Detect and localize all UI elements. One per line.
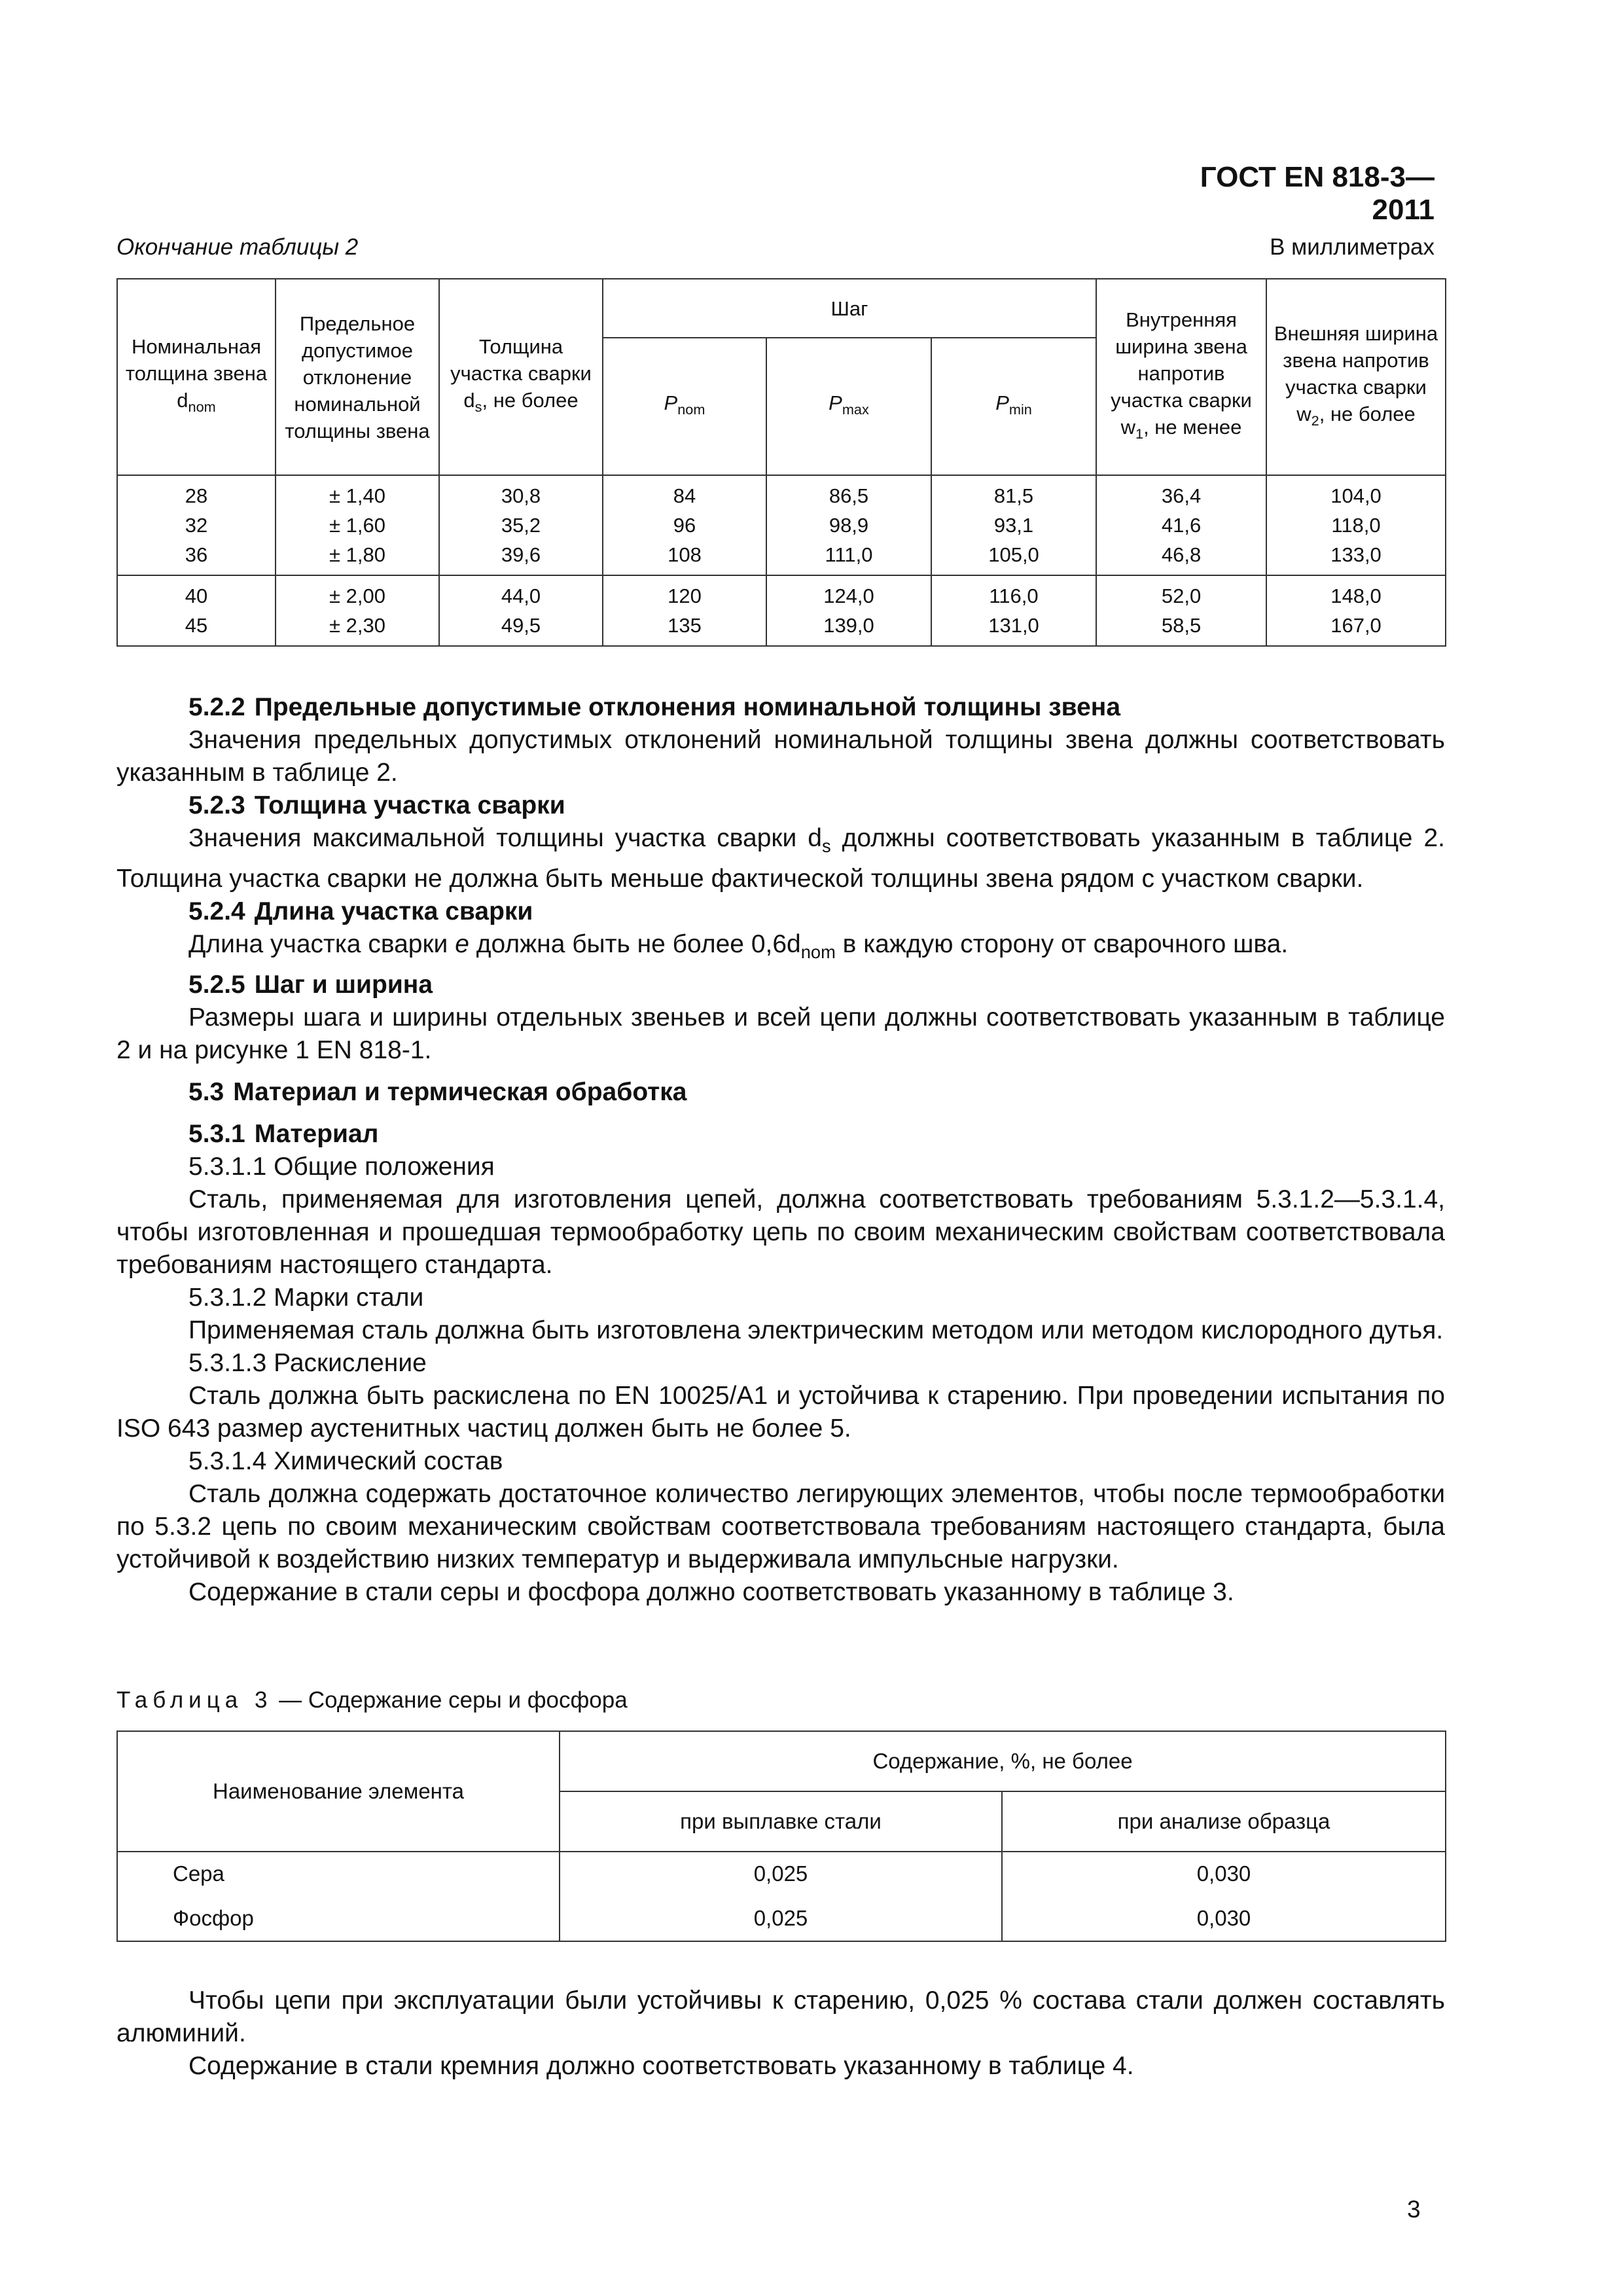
t3-cell: 0,025 <box>560 1852 1002 1896</box>
t3-cell: 0,030 <box>1002 1852 1446 1896</box>
table-row <box>117 1896 1446 1941</box>
t2-header-deviation: Предельное допустимое отклонение номинальной толщины звена <box>276 279 439 475</box>
closing-text <box>116 1984 1445 2083</box>
t2-header-thickness: Номинальная толщина звена $d_{nom}$ <box>117 279 276 475</box>
paragraph: Чтобы цепи при эксплуатации были устойчивы к старению, 0,025 % состава стали должен составлять алюминий. <box>116 1986 1445 2047</box>
t2-cell: 81,5 93,1 105,0 <box>931 475 1096 575</box>
t2-cell: 124,0 139,0 <box>766 575 931 646</box>
heading-5-2-5: 5.2.5 Шаг и ширина <box>188 970 433 999</box>
heading-5-2-4: 5.2.4 Длина участка сварки <box>188 897 533 925</box>
paragraph: Значения максимальной толщины участка сварки $d_s$ должны соответствовать указанным в таблице 2. Толщина участка сварки не должна быть меньше фактической толщины звена рядом с участком сварки. <box>116 824 1445 893</box>
t2-cell: 84 96 108 <box>603 475 766 575</box>
t3-cell: 0,025 <box>560 1896 1002 1941</box>
paragraph: Содержание в стали серы и фосфора должно соответствовать указанному в таблице 3. <box>188 1577 1234 1606</box>
t2-header-pmin: $P_{min}$ <box>931 338 1096 475</box>
t2-cell: 116,0 131,0 <box>931 575 1096 646</box>
paragraph: Значения предельных допустимых отклонений номинальной толщины звена должны соответствовать указанным в таблице 2. <box>116 726 1445 787</box>
subheading-5-3-1-2: 5.3.1.2 Марки стали <box>188 1283 424 1312</box>
subheading-5-3-1-4: 5.3.1.4 Химический состав <box>188 1446 503 1475</box>
paragraph: Длина участка сварки e должна быть не более $0,6d_{nom}$ в каждую сторону от сварочного шва. <box>188 929 1289 962</box>
t2-cell: 104,0 118,0 133,0 <box>1266 475 1446 575</box>
standard-designation: ГОСТ EN 818-3—2011 <box>1200 161 1435 226</box>
body-text <box>116 691 1445 1609</box>
t3-header-element: Наименование элемента <box>117 1731 560 1852</box>
t2-cell: 40 45 <box>117 575 276 646</box>
t2-header-pmax: $P_{max}$ <box>766 338 931 475</box>
t2-cell: 148,0 167,0 <box>1266 575 1446 646</box>
t3-cell: Сера <box>117 1852 560 1896</box>
t2-cell: 120 135 <box>603 575 766 646</box>
t3-cell: Фосфор <box>117 1896 560 1941</box>
t2-cell: 86,5 98,9 111,0 <box>766 475 931 575</box>
t2-header-pnom: $P_{nom}$ <box>603 338 766 475</box>
t2-cell: ± 1,40 ± 1,60 ± 1,80 <box>276 475 439 575</box>
paragraph: Содержание в стали кремния должно соответствовать указанному в таблице 4. <box>188 2052 1134 2080</box>
heading-5-2-3: 5.2.3 Толщина участка сварки <box>188 791 565 819</box>
subheading-5-3-1-1: 5.3.1.1 Общие положения <box>188 1152 495 1181</box>
t2-header-outer-width: Внешняя ширина звена напротив участка сварки $w_2$, не более <box>1266 279 1446 475</box>
t2-cell: 44,0 49,5 <box>439 575 603 646</box>
t2-cell: 30,8 35,2 39,6 <box>439 475 603 575</box>
table2-units: В миллиметрах <box>1270 234 1435 260</box>
table3-caption: Таблица 3 — Содержание серы и фосфора <box>116 1687 628 1713</box>
paragraph: Применяемая сталь должна быть изготовлена электрическим методом или методом кислородного дутья. <box>188 1316 1444 1344</box>
table2-caption: Окончание таблицы 2 <box>116 234 359 260</box>
paragraph: Размеры шага и ширины отдельных звеньев и всей цепи должны соответствовать указанным в таблице 2 и на рисунке 1 EN 818-1. <box>116 1003 1445 1064</box>
t3-header-smelting: при выплавке стали <box>560 1791 1002 1852</box>
t3-cell: 0,030 <box>1002 1896 1446 1941</box>
paragraph: Сталь должна быть раскислена по EN 10025/A1 и устойчива к старению. При проведении испытания по ISO 643 размер аустенитных частиц должен быть не более 5. <box>116 1381 1445 1443</box>
table-row <box>117 1852 1446 1896</box>
t2-cell: 28 32 36 <box>117 475 276 575</box>
paragraph: Сталь, применяемая для изготовления цепей, должна соответствовать требованиям 5.3.1.2—5.3.1.4, чтобы изготовленная и прошедшая термообработку цепь по своим механическим свойствам соответствовала требованиям настоящего стандарта. <box>116 1185 1445 1279</box>
paragraph: Сталь должна содержать достаточное количество легирующих элементов, чтобы после термообработки по 5.3.2 цепь по своим механическим свойствам соответствовала требованиям настоящего стандарта, была устойчивой к воздействию низких температур и выдерживала импульсные нагрузки. <box>116 1479 1445 1573</box>
t3-header-content: Содержание, %, не более <box>560 1731 1446 1791</box>
t2-cell: 52,0 58,5 <box>1096 575 1266 646</box>
t3-header-sample: при анализе образца <box>1002 1791 1446 1852</box>
t2-cell: ± 2,00 ± 2,30 <box>276 575 439 646</box>
table3 <box>116 1731 1446 1942</box>
t2-group-1 <box>117 475 1446 575</box>
t2-cell: 36,4 41,6 46,8 <box>1096 475 1266 575</box>
t2-header-weld-thickness: Толщина участка сварки $d_s$, не более <box>439 279 603 475</box>
page-number: 3 <box>1407 2196 1421 2223</box>
heading-5-3: 5.3 Материал и термическая обработка <box>188 1077 687 1106</box>
t2-header-inner-width: Внутренняя ширина звена напротив участка сварки $w_1$, не менее <box>1096 279 1266 475</box>
heading-5-3-1: 5.3.1 Материал <box>188 1119 379 1148</box>
table2 <box>116 278 1446 647</box>
t2-header-pitch: Шаг <box>603 279 1096 338</box>
heading-5-2-2: 5.2.2 Предельные допустимые отклонения номинальной толщины звена <box>188 693 1121 721</box>
subheading-5-3-1-3: 5.3.1.3 Раскисление <box>188 1348 427 1377</box>
t2-group-2 <box>117 575 1446 646</box>
